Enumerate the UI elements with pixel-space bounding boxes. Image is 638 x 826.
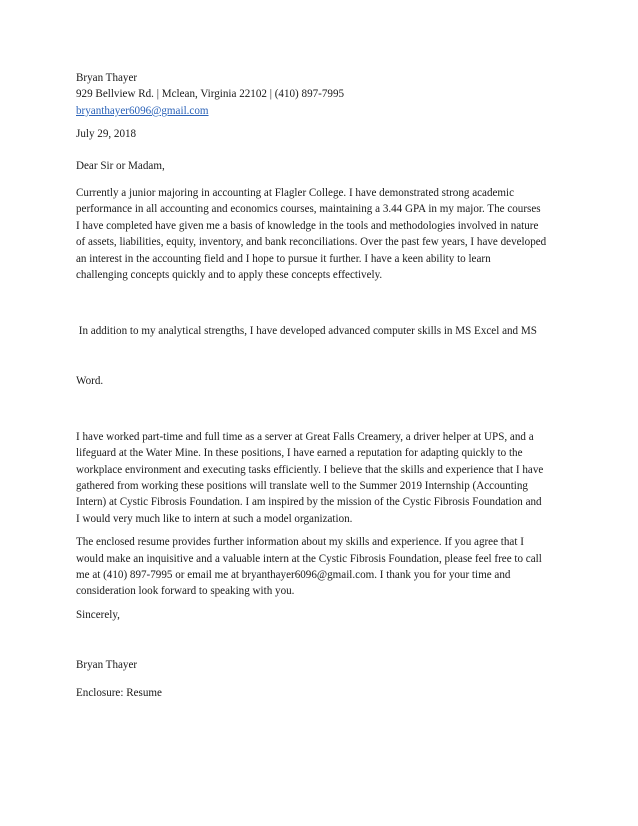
sender-name: Bryan Thayer xyxy=(76,72,138,84)
paragraph-line: an interest in the accounting field and I hope to pursue it further. I have a keen ability to learn xyxy=(76,252,491,265)
letter-date: July 29, 2018 xyxy=(76,128,137,141)
paragraph-line: challenging concepts quickly and to apply these concepts effectively. xyxy=(76,269,383,282)
sender-block xyxy=(76,70,566,119)
paragraph-line: I have completed have given me a basis of knowledge in the tools and methodologies involved in nature xyxy=(76,219,539,232)
paragraph-line: would make an inquisitive and a valuable intern at the Cystic Fibrosis Foundation, please feel free to call xyxy=(76,552,542,565)
paragraph-computer-skills xyxy=(76,290,566,421)
paragraph-line: Word. xyxy=(76,374,104,387)
cover-letter-page xyxy=(76,70,566,701)
paragraph-line: In addition to my analytical strengths, I have developed advanced computer skills in MS Excel and MS xyxy=(76,325,537,338)
paragraph-line: gathered from working these positions will translate well to the Summer 2019 Internship (Accounting xyxy=(76,479,528,492)
paragraph-line: Intern) at Cystic Fibrosis Foundation. I am inspired by the mission of the Cystic Fibrosis Foundation and xyxy=(76,496,542,509)
paragraph-work-experience xyxy=(76,429,566,527)
paragraph-academic xyxy=(76,185,566,283)
sender-email-link[interactable]: bryanthayer6096@gmail.com xyxy=(76,104,209,117)
signature-name: Bryan Thayer xyxy=(76,659,138,672)
paragraph-line: lifeguard at the Water Mine. In these positions, I have earned a reputation for adapting quickly to the xyxy=(76,447,523,460)
paragraph-line: I have worked part-time and full time as a server at Great Falls Creamery, a driver helper at UPS, and a xyxy=(76,430,534,443)
sender-address: 929 Bellview Rd. | Mclean, Virginia 22102 | (410) 897-7995 xyxy=(76,88,345,101)
paragraph-line: performance in all accounting and economics courses, maintaining a 3.44 GPA in my major. The courses xyxy=(76,203,541,216)
salutation: Dear Sir or Madam, xyxy=(76,159,165,172)
paragraph-line: I would very much like to intern at such a model organization. xyxy=(76,512,353,525)
paragraph-line: consideration look forward to speaking with you. xyxy=(76,585,295,598)
paragraph-line: me at (410) 897-7995 or email me at bryanthayer6096@gmail.com. I thank you for your time and xyxy=(76,568,511,581)
paragraph-line: The enclosed resume provides further information about my skills and experience. If you agree that I xyxy=(76,536,524,549)
paragraph-resume-enclosed xyxy=(76,534,566,600)
paragraph-line: workplace environment and executing tasks efficiently. I believe that the skills and experience that I have xyxy=(76,463,544,476)
paragraph-line: Currently a junior majoring in accounting at Flagler College. I have demonstrated strong academic xyxy=(76,187,515,200)
paragraph-line: of assets, liabilities, equity, inventory, and bank reconciliations. Over the past few years, I have developed xyxy=(76,236,547,249)
closing: Sincerely, xyxy=(76,608,120,621)
enclosure-note: Enclosure: Resume xyxy=(76,686,162,699)
